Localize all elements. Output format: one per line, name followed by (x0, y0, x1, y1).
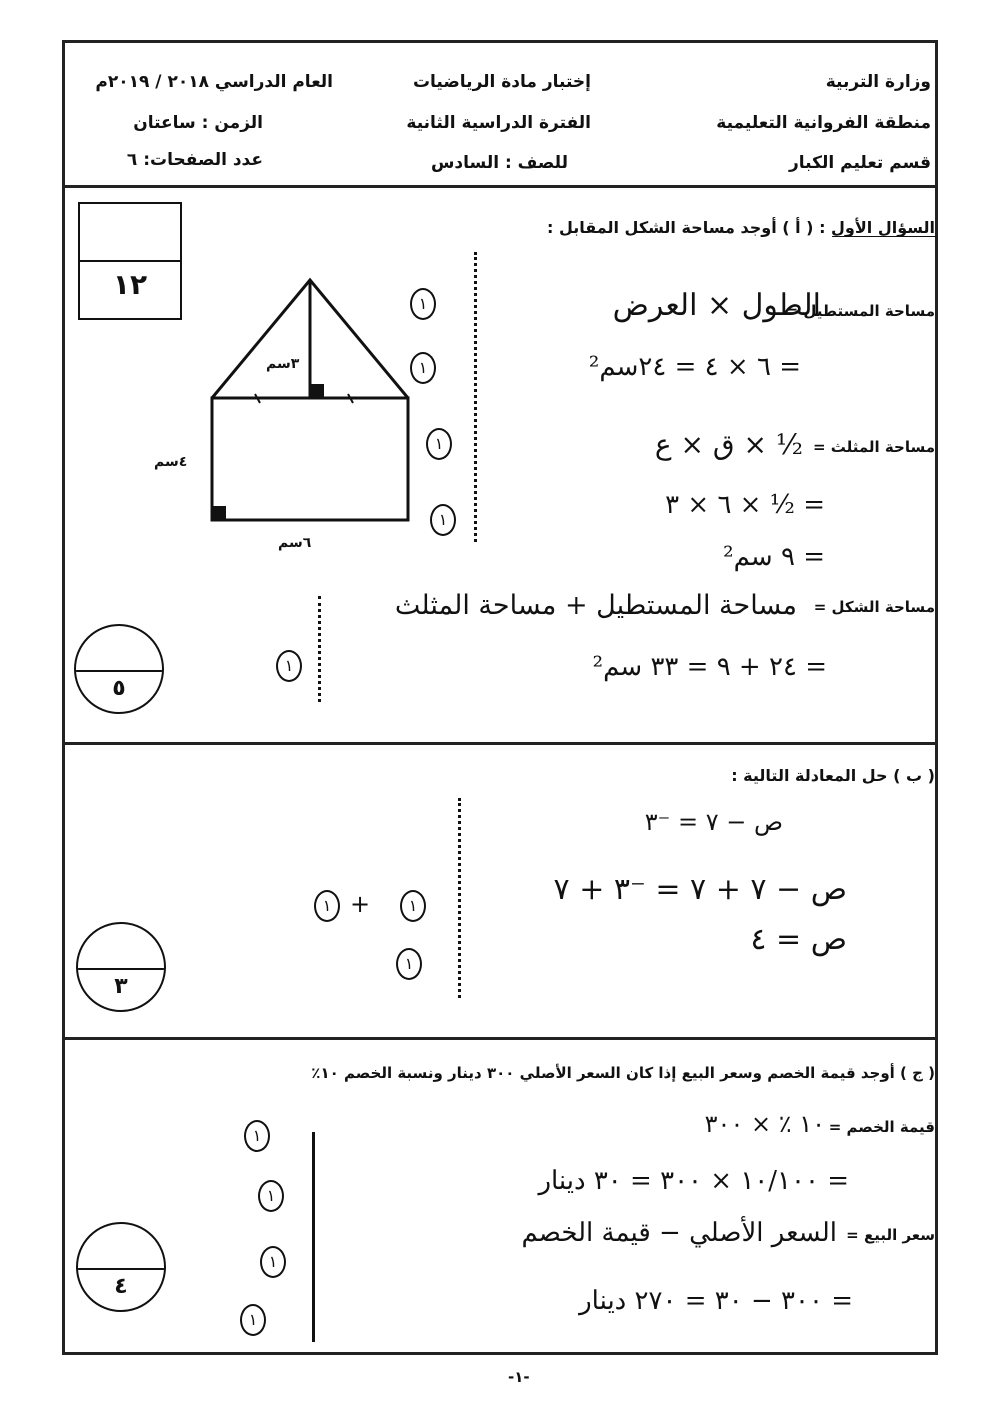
section-divider-a-b (62, 742, 938, 745)
price-formula: السعر الأصلي − قيمة الخصم (521, 1218, 837, 1248)
mark-circle: ١ (396, 948, 422, 980)
plus-sign: + (350, 890, 371, 918)
mark-circle: ١ (258, 1180, 284, 1212)
mark-circle: ١ (240, 1304, 266, 1336)
mark-circle: ١ (260, 1246, 286, 1278)
mark-circle: ١ (410, 288, 436, 320)
price-calc: = ٣٠٠ − ٣٠ = ٢٧٠ دينار (579, 1286, 853, 1316)
mark-circle: ١ (276, 650, 302, 682)
total-mark: ١٢ (112, 268, 148, 301)
equation-step-1: ص − ٧ + ٧ = ⁻٣ + ٧ (553, 872, 847, 907)
part-a-score: ٥ (74, 624, 164, 714)
figure-side-label: ٤سم (154, 454, 188, 470)
tri-area-label: مساحة المثلث = (812, 438, 935, 456)
mark-circle: ١ (410, 352, 436, 384)
discount-calc: = ١٠/١٠٠ × ٣٠٠ = ٣٠ دينار (538, 1166, 849, 1196)
period-label: الفترة الدراسية الثانية (406, 113, 591, 133)
tri-area-formula: ½ × ق × ع (654, 428, 803, 461)
part-b-heading: ( ب ) حل المعادلة التالية : (731, 766, 935, 785)
time-label: الزمن : ساعتان (133, 113, 263, 133)
pages-label: عدد الصفحات: ٦ (126, 150, 263, 170)
mark-circle: ١ (400, 890, 426, 922)
grade-label: للصف : السادس (430, 153, 568, 173)
rect-area-formula: الطول × العرض (612, 288, 821, 323)
rect-area-calc: = ٦ × ٤ = ٢٤سم² (588, 352, 801, 382)
tri-area-result: = ٩ سم² (723, 542, 825, 572)
section-divider-b-c (62, 1037, 938, 1040)
heading-underline (832, 236, 936, 237)
separator-dotted (474, 252, 477, 542)
house-figure (140, 270, 430, 560)
separator-dotted (318, 596, 321, 702)
rect-area-label: مساحة المستطيل = (785, 302, 935, 320)
equation: ص − ٧ = ⁻٣ (644, 808, 783, 836)
equation-step-2: ص = ٤ (750, 922, 847, 957)
shape-area-label: مساحة الشكل = (813, 598, 935, 616)
exam-frame (62, 40, 938, 1355)
district-label: منطقة الفروانية التعليمية (716, 113, 931, 133)
page-number: -١- (508, 1368, 530, 1386)
mark-circle: ١ (244, 1120, 270, 1152)
tri-area-sub: = ½ × ٦ × ٣ (665, 490, 825, 520)
exam-title: إختبار مادة الرياضيات (412, 72, 591, 92)
separator-line (312, 1132, 315, 1342)
part-b-score: ٣ (76, 922, 166, 1012)
figure-base-label: ٦سم (278, 535, 312, 551)
price-label: سعر البيع = (846, 1226, 935, 1244)
year-label: العام الدراسي ٢٠١٨ / ٢٠١٩م (95, 72, 333, 92)
separator-dotted (458, 798, 461, 998)
shape-area-formula: مساحة المستطيل + مساحة المثلث (394, 590, 797, 621)
department-label: قسم تعليم الكبار (789, 153, 931, 173)
discount-label: قيمة الخصم = (828, 1118, 935, 1136)
shape-area-calc: = ٢٤ + ٩ = ٣٣ سم² (592, 652, 827, 682)
mark-circle: ١ (426, 428, 452, 460)
mark-circle: ١ (430, 504, 456, 536)
discount-formula: ١٠ ٪ × ٣٠٠ (704, 1110, 825, 1138)
header-divider (62, 185, 938, 188)
mark-circle: ١ (314, 890, 340, 922)
part-c-score: ٤ (76, 1222, 166, 1312)
figure-height-label: ٣سم (266, 356, 300, 372)
part-c-heading: ( ج ) أوجد قيمة الخصم وسعر البيع إذا كان السعر الأصلي ٣٠٠ دينار ونسبة الخصم ١٠٪ (311, 1064, 935, 1082)
ministry-label: وزارة التربية (825, 72, 931, 92)
part-a-heading: السؤال الأول : ( أ ) أوجد مساحة الشكل المقابل : (546, 218, 935, 237)
